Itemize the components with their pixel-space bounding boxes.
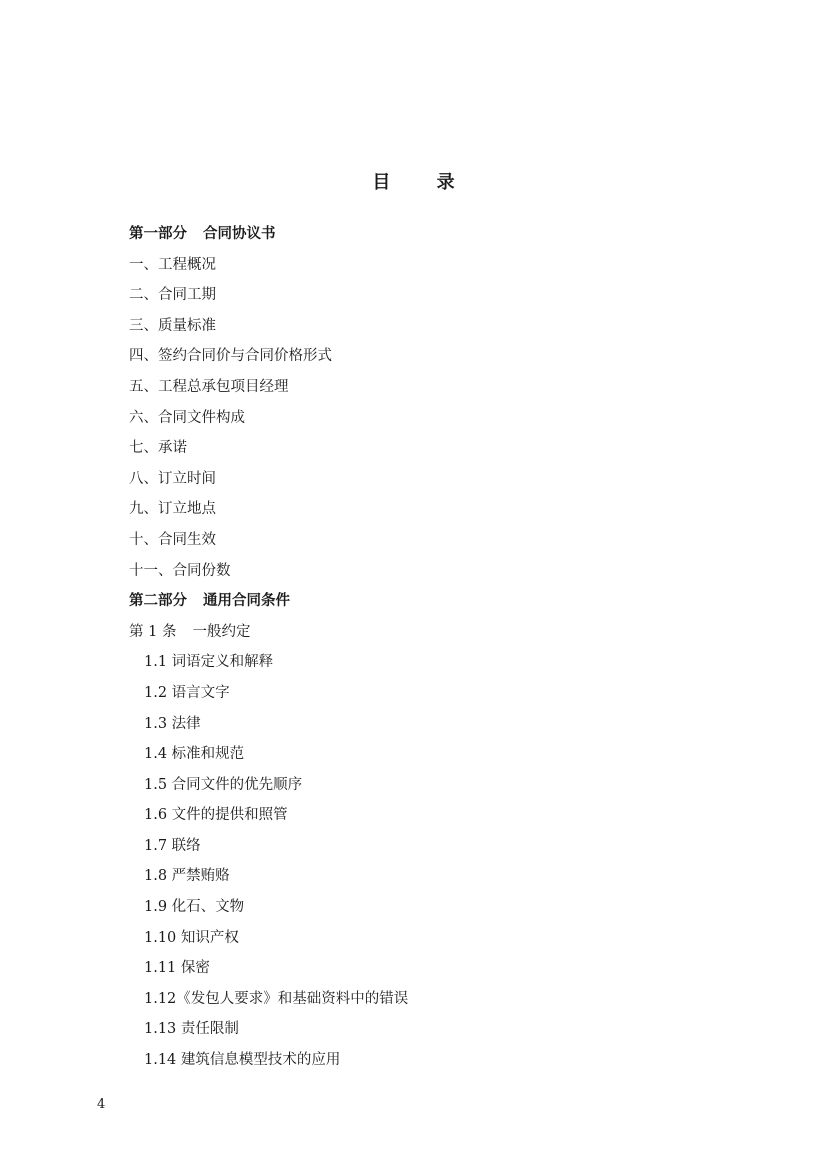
toc-entry <box>129 773 729 804</box>
toc-entry-number: 第 1 条 <box>129 623 177 640</box>
toc-entry-label: 1.8 严禁贿赂 <box>144 868 230 885</box>
toc-entry-label: 六、合同文件构成 <box>129 409 245 426</box>
toc-entry <box>129 222 729 253</box>
toc-entry-label: 四、签约合同价与合同价格形式 <box>129 348 332 365</box>
toc-entry-label: 1.1 词语定义和解释 <box>144 654 274 671</box>
toc-entry-number: 第二部分 <box>129 592 187 610</box>
toc-entry-label: 十一、合同份数 <box>129 562 231 579</box>
toc-entry <box>129 497 729 528</box>
toc-entry-label: 一般约定 <box>192 623 251 640</box>
toc-entry-label: 1.3 法律 <box>144 715 201 732</box>
toc-entry <box>129 375 729 406</box>
toc-entry-label: 1.5 合同文件的优先顺序 <box>144 776 303 793</box>
toc-entry-label: 1.7 联络 <box>144 837 201 854</box>
toc-entry-label: 1.14 建筑信息模型技术的应用 <box>144 1052 341 1069</box>
toc-entry <box>129 1017 729 1048</box>
table-of-contents <box>129 222 729 1079</box>
toc-entry <box>129 436 729 467</box>
toc-entry <box>129 681 729 712</box>
toc-entry-label: 1.11 保密 <box>144 960 210 977</box>
toc-entry-label: 七、承诺 <box>129 440 187 457</box>
toc-entry <box>129 712 729 743</box>
toc-entry <box>129 589 729 620</box>
toc-entry <box>129 620 729 651</box>
toc-entry-label: 1.4 标准和规范 <box>144 746 245 763</box>
toc-entry <box>129 864 729 895</box>
toc-entry <box>129 987 729 1018</box>
toc-entry <box>129 528 729 559</box>
toc-entry-label: 三、质量标准 <box>129 317 216 334</box>
toc-entry-label: 1.13 责任限制 <box>144 1021 239 1038</box>
toc-entry-label: 八、订立时间 <box>129 470 216 487</box>
toc-entry-label: 1.9 化石、文物 <box>144 899 245 916</box>
toc-entry-label: 二、合同工期 <box>129 287 216 304</box>
toc-entry-label: 通用合同条件 <box>203 592 290 610</box>
toc-entry-label: 九、订立地点 <box>129 501 216 518</box>
toc-entry-label: 十、合同生效 <box>129 531 216 548</box>
page-number: 4 <box>97 1097 106 1112</box>
toc-entry <box>129 895 729 926</box>
toc-entry <box>129 1048 729 1079</box>
toc-entry-label: 1.12《发包人要求》和基础资料中的错误 <box>144 990 409 1007</box>
toc-entry <box>129 803 729 834</box>
toc-entry <box>129 314 729 345</box>
toc-entry-label: 1.6 文件的提供和照管 <box>144 807 288 824</box>
toc-entry <box>129 253 729 284</box>
toc-entry <box>129 926 729 957</box>
toc-entry-label: 合同协议书 <box>203 225 276 242</box>
toc-entry-label: 1.10 知识产权 <box>144 929 239 946</box>
toc-entry-label: 一、工程概况 <box>129 256 216 273</box>
page-title: 目 录 <box>372 172 475 193</box>
toc-entry-number: 第一部分 <box>129 225 187 242</box>
toc-entry <box>129 467 729 498</box>
toc-entry <box>129 650 729 681</box>
toc-entry <box>129 283 729 314</box>
toc-entry <box>129 956 729 987</box>
toc-entry <box>129 834 729 865</box>
toc-entry <box>129 559 729 590</box>
toc-entry-label: 五、工程总承包项目经理 <box>129 378 289 395</box>
toc-entry <box>129 344 729 375</box>
toc-entry <box>129 742 729 773</box>
toc-entry-label: 1.2 语言文字 <box>144 684 230 701</box>
toc-entry <box>129 406 729 437</box>
